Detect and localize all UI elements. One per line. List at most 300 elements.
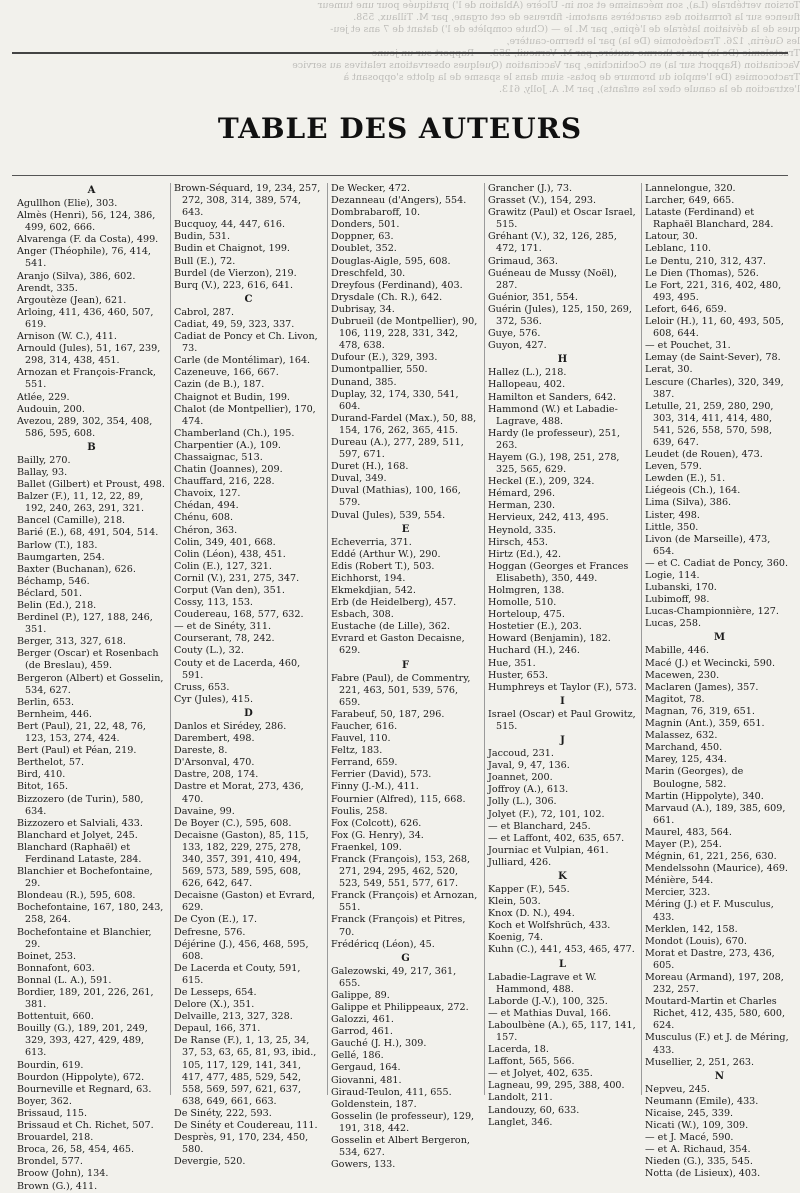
author-entry: Musculus (F.) et J. de Méring, 433. — [645, 1032, 789, 1056]
author-entry: Guénior, 351, 554. — [488, 291, 578, 303]
author-entry: Dareste, 8. — [174, 745, 228, 757]
author-entry: Lubimoff, 98. — [645, 594, 710, 606]
author-entry: Guyon, 427. — [488, 340, 547, 352]
author-entry: Gauché (J. H.), 309. — [331, 1038, 427, 1050]
author-entry: Budin et Chaignot, 199. — [174, 243, 290, 255]
author-entry: Bailly, 270. — [17, 454, 71, 466]
author-entry: Farabeuf, 50, 187, 296. — [331, 708, 445, 720]
section-letter: I — [560, 695, 565, 707]
author-entry: Foulis, 258. — [331, 805, 388, 817]
author-entry: Dumontpallier, 550. — [331, 364, 428, 376]
author-entry: De Lacerda et Couty, 591, 615. — [174, 962, 301, 986]
author-entry: Grawitz (Paul) et Oscar Israel, 515. — [488, 207, 636, 231]
author-entry: Gréhant (V.), 32, 126, 285, 472, 171. — [488, 231, 617, 255]
author-entry: — et J. Macé, 590. — [645, 1132, 734, 1144]
author-entry: Cadiat de Poncy et Ch. Livon, 73. — [174, 331, 318, 355]
author-entry: Duplay, 32, 174, 330, 541, 604. — [331, 388, 459, 412]
author-entry: Jolyet (F.), 72, 101, 102. — [488, 808, 605, 820]
author-entry: Notta (de Lisieux), 403. — [645, 1168, 761, 1180]
section-letter: A — [87, 185, 96, 196]
author-entry: Durand-Fardel (Max.), 50, 88, 154, 176, 262, 365, 415. — [331, 412, 477, 436]
author-entry: Charpentier (A.), 109. — [174, 439, 281, 451]
author-entry: De Boyer (C.), 595, 608. — [174, 817, 292, 829]
author-entry: Cazeneuve, 166, 667. — [174, 367, 279, 379]
author-entry: Lewden (E.), 51. — [645, 473, 726, 485]
section-letter: F — [401, 659, 410, 671]
author-entry: Leloir (H.), 11, 60, 493, 505, 608, 644. — [645, 316, 784, 340]
author-entry: Mégnin, 61, 221, 256, 630. — [645, 851, 777, 863]
author-entry: Barlow (T.), 183. — [17, 539, 98, 551]
author-entry: Fournier (Alfred), 115, 668. — [331, 793, 466, 805]
author-entry: Cossy, 113, 153. — [174, 597, 253, 609]
author-entry: Jolly (L.), 306. — [488, 796, 557, 808]
author-entry: De Cyon (E.), 17. — [174, 914, 258, 926]
author-entry: — et Laffont, 402, 635, 657. — [488, 832, 625, 844]
author-entry: Méring (J.) et F. Musculus, 433. — [645, 899, 774, 923]
author-entry: — et Blanchard, 245. — [488, 820, 591, 832]
author-entry: Lima (Silva), 386. — [645, 497, 732, 509]
index-column — [484, 183, 637, 1128]
author-entry: Almès (Henri), 56, 124, 386, 499, 602, 666. — [17, 210, 156, 234]
author-entry: Belin (Ed.), 218. — [17, 600, 97, 611]
author-entry: Galozzi, 461. — [331, 1014, 394, 1026]
author-entry: Berdinel (P.), 127, 188, 246, 351. — [17, 612, 153, 636]
author-entry: Grimaud, 363. — [488, 255, 558, 267]
author-entry: Leudet (de Rouen), 473. — [645, 449, 763, 461]
author-entry: Edis (Robert T.), 503. — [331, 560, 435, 572]
author-entry: Garrod, 461. — [331, 1026, 393, 1038]
author-entry: Chalot (de Montpellier), 170, 474. — [174, 403, 316, 427]
author-entry: Ferrand, 659. — [331, 757, 398, 769]
author-entry: Mercier, 323. — [645, 887, 711, 899]
author-entry: Cornil (V.), 231, 275, 347. — [174, 572, 300, 584]
author-entry: Fraenkel, 109. — [331, 841, 402, 853]
section-letter: N — [714, 1070, 725, 1082]
author-entry: Boyer, 362. — [17, 1095, 72, 1107]
author-entry: Bottentuit, 660. — [17, 1011, 94, 1023]
author-entry: Duval (Jules), 539, 554. — [331, 509, 446, 521]
author-entry: Ekmekdjian, 542. — [331, 585, 416, 596]
author-entry: Ménière, 544. — [645, 875, 714, 887]
author-entry: Baumgarten, 254. — [17, 551, 105, 563]
author-entry: Desprès, 91, 170, 234, 450, 580. — [174, 1132, 309, 1156]
author-entry: Chatin (Joannes), 209. — [174, 464, 283, 476]
author-entry: Musellier, 2, 251, 263. — [645, 1056, 755, 1068]
author-entry: Arendt, 335. — [17, 282, 78, 294]
bleed-through-line: Vaccination (Rapport sur la) en Cochinchine, par Vaccination (Quelques observations relatives au service — [292, 60, 800, 71]
author-entry: Dastre et Morat, 273, 436, 470. — [174, 781, 304, 805]
author-entry: Budin, 531. — [174, 231, 231, 243]
author-entry: Avezou, 289, 302, 354, 408, 586, 595, 608. — [17, 415, 153, 439]
author-entry: Lemay (de Saint-Sever), 78. — [645, 352, 781, 364]
author-entry: Giraud-Teulon, 411, 655. — [331, 1086, 452, 1098]
author-entry: Audouin, 200. — [17, 403, 85, 415]
author-entry: Arloing, 411, 436, 460, 507, 619. — [17, 306, 154, 330]
author-entry: Journiac et Vulpian, 461. — [488, 844, 609, 856]
author-entry: Cyr (Jules), 415. — [174, 693, 254, 705]
author-entry: Brouardel, 218. — [17, 1132, 94, 1144]
author-entry: Cadiat, 49, 59, 323, 337. — [174, 318, 295, 330]
section-letter: D — [244, 707, 253, 719]
author-entry: — et A. Richaud, 354. — [645, 1144, 751, 1156]
author-entry: Doppner, 63. — [331, 231, 394, 243]
author-entry: Morat et Dastre, 273, 436, 605. — [645, 947, 775, 971]
author-entry: Colin (Léon), 438, 451. — [174, 548, 286, 560]
author-entry: Franck (François), 153, 268, 271, 294, 295, 462, 520, 523, 549, 551, 577, 617. — [331, 853, 471, 890]
author-entry: Lannelongue, 320. — [645, 183, 736, 194]
author-entry: Couty et de Lacerda, 460, 591. — [174, 657, 301, 681]
author-entry: Merklen, 142, 158. — [645, 923, 738, 935]
author-entry: Marin (Georges), de Boulogne, 582. — [645, 766, 744, 790]
author-entry: De Lesseps, 654. — [174, 987, 257, 998]
author-entry: Lagneau, 99, 295, 388, 400. — [488, 1080, 625, 1092]
author-entry: Ferrier (David), 573. — [331, 769, 432, 781]
author-entry: Nieden (G.), 335, 545. — [645, 1156, 753, 1168]
author-entry: Landouzy, 60, 633. — [488, 1104, 580, 1116]
author-entry: Marchand, 450. — [645, 742, 723, 754]
author-entry: Larcher, 649, 665. — [645, 195, 735, 207]
author-entry: Corput (Van den), 351. — [174, 585, 285, 596]
author-entry: Echeverria, 371. — [331, 536, 412, 548]
author-entry: Mabille, 446. — [645, 645, 710, 657]
author-entry: Bochefontaine et Blanchier, 29. — [17, 926, 152, 950]
author-entry: Little, 350. — [645, 521, 699, 533]
author-entry: Lubanski, 170. — [645, 582, 717, 594]
author-entry: Alvarenga (F. da Costa), 499. — [17, 234, 159, 246]
author-entry: Moutard-Martin et Charles Richet, 412, 435, 580, 600, 624. — [645, 996, 786, 1032]
author-entry: Donders, 501. — [331, 219, 400, 231]
author-entry: Bourneville et Regnard, 63. — [17, 1083, 152, 1095]
author-entry: Gowers, 133. — [331, 1159, 396, 1171]
author-entry: Guye, 576. — [488, 328, 541, 340]
author-entry: Koenig, 74. — [488, 932, 544, 944]
author-entry: Carle (de Montélimar), 164. — [174, 355, 311, 367]
author-entry: Erb (de Heidelberg), 457. — [331, 597, 457, 609]
author-entry: Bourdin, 619. — [17, 1059, 84, 1071]
author-entry: Klein, 503. — [488, 896, 541, 908]
author-entry: Blanchier et Bochefontaine, 29. — [17, 866, 153, 890]
author-entry: Cruss, 653. — [174, 681, 230, 693]
author-entry: Feltz, 183. — [331, 745, 383, 757]
page-title: TABLE DES AUTEURS — [217, 112, 583, 145]
author-entry: Drysdale (Ch. R.), 642. — [331, 291, 443, 303]
author-entry: Knox (D. N.), 494. — [488, 908, 575, 920]
author-entry: Bochefontaine, 167, 180, 243, 258, 264. — [17, 902, 164, 926]
author-entry: Mayer (P.), 254. — [645, 838, 722, 850]
author-entry: Labadie-Lagrave et W. Hammond, 488. — [488, 971, 597, 995]
author-entry: Fabre (Paul), de Commentry, 221, 463, 501, 539, 576, 659. — [331, 672, 471, 708]
author-entry: Lescure (Charles), 320, 349, 387. — [645, 376, 784, 400]
author-entry: Dombrabaroff, 10. — [331, 207, 421, 219]
author-entry: Moreau (Armand), 197, 208, 232, 257. — [645, 972, 784, 996]
author-entry: Déjérine (J.), 456, 468, 595, 608. — [174, 938, 309, 962]
author-entry: Darembert, 498. — [174, 733, 255, 745]
author-entry: Arnison (W. C.), 411. — [17, 331, 117, 343]
author-entry: Blondeau (R.), 595, 608. — [17, 890, 136, 902]
author-entry: Duval (Mathias), 100, 166, 579. — [331, 485, 461, 509]
section-letter: J — [560, 735, 565, 747]
author-entry: Hardy (le professeur), 251, 263. — [488, 427, 621, 451]
author-entry: Ballet (Gilbert) et Proust, 498. — [17, 479, 165, 491]
index-column — [641, 183, 794, 1180]
author-entry: Huster, 653. — [488, 669, 548, 681]
author-index-columns — [14, 183, 794, 1192]
author-entry: Gosselin (le professeur), 129, 191, 318, 442. — [331, 1110, 475, 1134]
author-entry: Dureau (A.), 277, 289, 511, 597, 671. — [331, 436, 464, 461]
author-entry: Arnozan et François-Franck, 551. — [17, 367, 156, 391]
author-entry: Hémard, 296. — [488, 488, 556, 500]
section-letter: C — [244, 293, 253, 305]
section-letter: M — [713, 632, 726, 644]
author-entry: Laborde (J.-V.), 100, 325. — [488, 995, 608, 1007]
author-entry: Magnan, 76, 319, 651. — [645, 705, 755, 717]
author-entry: Javal, 9, 47, 136. — [488, 760, 570, 772]
author-entry: Dreyfous (Ferdinand), 403. — [331, 279, 463, 291]
author-entry: Berger (Oscar) et Rosenbach (de Breslau), 459. — [17, 648, 159, 672]
author-entry: Hoggan (Georges et Frances Elisabeth), 350, 449. — [488, 560, 629, 584]
author-entry: Kuhn (C.), 441, 453, 465, 477. — [488, 944, 635, 956]
author-entry: Grancher (J.), 73. — [488, 183, 573, 194]
author-entry: Brown-Séquard, 19, 234, 257, 272, 308, 314, 389, 574, 643. — [174, 183, 321, 219]
author-entry: — et Pouchet, 31. — [645, 340, 731, 352]
author-entry: Lucas-Championnière, 127. — [645, 606, 779, 618]
author-entry: Hirtz (Ed.), 42. — [488, 548, 562, 560]
author-entry: — et Jolyet, 402, 635. — [488, 1068, 593, 1080]
author-entry: Langlet, 346. — [488, 1116, 553, 1128]
author-entry: Marvaud (A.), 189, 385, 609, 661. — [645, 802, 786, 826]
author-entry: De Ranse (F.), 1, 13, 25, 34, 37, 53, 63, 65, 81, 93, ibid., 105, 117, 129, 141, 341, 417, 477, 485, 529, 542, 558, 569, 597, 621, 637, 638, 649, 661, 663. — [174, 1035, 317, 1107]
author-entry: Fox (G. Henry), 34. — [331, 829, 424, 841]
author-entry: Balzer (F.), 11, 12, 22, 89, 192, 240, 263, 291, 321. — [17, 491, 145, 515]
author-entry: Maurel, 483, 564. — [645, 826, 732, 838]
author-entry: Mendelssohn (Maurice), 469. — [645, 863, 788, 875]
author-entry: Maclaren (James), 357. — [645, 681, 759, 693]
author-entry: Béchamp, 546. — [17, 575, 90, 587]
author-entry: Cabrol, 287. — [174, 306, 235, 318]
author-entry: Bull (E.), 72. — [174, 255, 236, 267]
author-entry: Blanchard (Raphaël) et Ferdinand Lataste, 284. — [17, 841, 142, 865]
author-entry: Aranjo (Silva), 386, 602. — [17, 270, 136, 282]
bleed-through-line: Torsion vertébrale (La), son mécanisme et son in- Ulcère (Ablation de l') pratiquée pour une tumeur — [317, 0, 800, 11]
author-entry: Humphreys et Taylor (F.), 573. — [488, 681, 637, 693]
author-entry: Davaine, 99. — [174, 805, 235, 817]
author-entry: Logie, 114. — [645, 570, 700, 581]
section-letter: L — [558, 958, 567, 970]
author-entry: Joannet, 200. — [488, 772, 553, 784]
author-entry: Esbach, 308. — [331, 609, 394, 621]
header-rule — [12, 52, 788, 54]
author-entry: Magitot, 78. — [645, 693, 705, 705]
author-entry: Heynold, 335. — [488, 524, 557, 536]
author-entry: Galezowski, 49, 217, 361, 655. — [331, 965, 457, 989]
author-entry: Guérin (Jules), 125, 150, 269, 372, 536. — [488, 303, 632, 328]
author-entry: Holmgren, 138. — [488, 585, 565, 596]
author-entry: Chamberland (Ch.), 195. — [174, 427, 295, 439]
author-entry: Nepveu, 245. — [645, 1083, 710, 1095]
author-entry: Depaul, 166, 371. — [174, 1023, 261, 1035]
author-entry: Livon (de Marseille), 473, 654. — [645, 533, 771, 557]
author-entry: Bucquoy, 44, 447, 616. — [174, 219, 286, 231]
author-entry: Brissaud et Ch. Richet, 507. — [17, 1120, 154, 1132]
author-entry: Eddé (Arthur W.), 290. — [331, 548, 441, 560]
author-entry: Atlée, 229. — [17, 391, 70, 403]
author-entry: Evrard et Gaston Decaisne, 629. — [331, 633, 465, 657]
author-entry: Dreschfeld, 30. — [331, 267, 406, 279]
author-entry: Le Dentu, 210, 312, 437. — [645, 255, 766, 267]
author-entry: Colin, 349, 401, 668. — [174, 536, 276, 548]
author-entry: Kapper (F.), 545. — [488, 883, 570, 895]
author-entry: Faucher, 616. — [331, 720, 398, 732]
author-entry: Bird, 410. — [17, 769, 66, 781]
author-entry: Bizzozero (de Turin), 580, 634. — [17, 793, 144, 817]
author-entry: Le Dien (Thomas), 526. — [645, 267, 759, 279]
author-entry: Dufour (E.), 329, 393. — [331, 352, 438, 364]
author-entry: Dunand, 385. — [331, 376, 397, 388]
author-entry: Le Fort, 221, 316, 402, 480, 493, 495. — [645, 279, 782, 303]
author-entry: Franck (François) et Arnozan, 551. — [331, 890, 478, 914]
author-entry: Lacerda, 18. — [488, 1044, 549, 1056]
author-entry: Bert (Paul) et Péan, 219. — [17, 745, 137, 757]
author-entry: Jaccoud, 231. — [488, 748, 554, 760]
author-entry: Huchard (H.), 246. — [488, 645, 580, 657]
author-entry: Neumann (Emile), 433. — [645, 1095, 759, 1107]
author-entry: Broca, 26, 58, 454, 465. — [17, 1144, 134, 1156]
author-entry: Coudereau, 168, 577, 632. — [174, 609, 304, 621]
author-entry: Duval, 349. — [331, 473, 387, 485]
author-entry: Cazin (de B.), 187. — [174, 379, 265, 391]
section-letter: E — [401, 523, 410, 535]
author-entry: Brissaud, 115. — [17, 1107, 88, 1119]
author-entry: Leblanc, 110. — [645, 243, 711, 255]
author-entry: Chassaignac, 513. — [174, 451, 263, 463]
author-entry: Chaignot et Budin, 199. — [174, 391, 290, 403]
author-entry: Dubrueil (de Montpellier), 90, 106, 119, 228, 331, 342, 478, 638. — [331, 316, 478, 352]
author-entry: Eustache (de Lille), 362. — [331, 621, 451, 633]
author-entry: Douglas-Aigle, 595, 608. — [331, 255, 451, 267]
author-entry: Macé (J.) et Wecincki, 590. — [645, 657, 776, 669]
author-entry: Chénu, 608. — [174, 512, 234, 524]
author-entry: Letulle, 21, 259, 280, 290, 303, 314, 411, 414, 480, 541, 526, 558, 570, 598, 639, 647. — [645, 400, 774, 448]
author-entry: Fox (Colcott), 626. — [331, 817, 422, 829]
author-entry: Koch et Wolfshrüch, 433. — [488, 920, 611, 932]
author-entry: Bitot, 165. — [17, 781, 69, 793]
author-entry: Hostetier (E.), 203. — [488, 621, 582, 633]
author-entry: Courserant, 78, 242. — [174, 633, 275, 645]
author-entry: Gergaud, 164. — [331, 1062, 401, 1074]
bleed-through-line: les Guérin, 126. Trachéotomie (De la) par le thermo-cautère, — [506, 36, 800, 47]
section-letter: K — [558, 870, 567, 882]
section-letter: H — [557, 354, 568, 366]
author-entry: Lucas, 258. — [645, 618, 702, 630]
author-entry: Bourdon (Hippolyte), 672. — [17, 1071, 145, 1083]
author-entry: Bordier, 189, 201, 226, 261, 381. — [17, 987, 154, 1011]
author-entry: Chavoix, 127. — [174, 488, 241, 500]
author-entry: Galippe et Philippeaux, 272. — [331, 1002, 469, 1013]
author-entry: Berger, 313, 327, 618. — [17, 636, 126, 648]
author-entry: Joffroy (A.), 613. — [488, 784, 569, 796]
author-entry: Laboulbène (A.), 65, 117, 141, 157. — [488, 1019, 636, 1043]
author-entry: Israel (Oscar) et Paul Growitz, 515. — [488, 708, 636, 732]
author-entry: Agullhon (Elie), 303. — [17, 198, 118, 209]
author-entry: De Sinéty et Coudereau, 111. — [174, 1120, 318, 1132]
author-entry: Hallopeau, 402. — [488, 379, 566, 391]
index-column — [327, 183, 480, 1171]
author-entry: Burdel (de Vierzon), 219. — [174, 267, 297, 279]
author-entry: — et Mathias Duval, 166. — [488, 1007, 612, 1019]
author-entry: Doublet, 352. — [331, 243, 397, 255]
author-entry: Colin (E.), 127, 321. — [174, 560, 272, 572]
author-entry: Marey, 125, 434. — [645, 754, 727, 766]
author-entry: — et C. Cadiat de Poncy, 360. — [645, 557, 789, 569]
author-entry: Goldenstein, 187. — [331, 1098, 417, 1110]
author-entry: Devergie, 520. — [174, 1156, 246, 1168]
author-entry: Duret (H.), 168. — [331, 461, 409, 473]
author-entry: Eichhorst, 194. — [331, 572, 406, 584]
author-entry: Gosselin et Albert Bergeron, 534, 627. — [331, 1135, 470, 1159]
author-entry: Bernheim, 446. — [17, 708, 92, 720]
author-entry: Delore (X.), 351. — [174, 999, 255, 1011]
author-entry: Chéron, 363. — [174, 524, 238, 536]
author-entry: Nicati (W.), 109, 309. — [645, 1120, 749, 1132]
author-entry: Fauvel, 110. — [331, 733, 391, 745]
author-entry: Bert (Paul), 21, 22, 48, 76, 123, 153, 274, 424. — [17, 720, 146, 745]
author-entry: Béclard, 501. — [17, 587, 83, 599]
author-entry: Blanchard et Jolyet, 245. — [17, 829, 138, 841]
author-entry: Argoutèze (Jean), 621. — [17, 294, 127, 306]
author-entry: Herman, 230. — [488, 500, 556, 512]
author-entry: Bouilly (G.), 189, 201, 249, 329, 393, 427, 429, 489, 613. — [17, 1023, 148, 1059]
author-entry: D'Arsonval, 470. — [174, 757, 255, 769]
author-entry: Defresne, 576. — [174, 926, 246, 938]
author-entry: — et de Sinéty, 311. — [174, 621, 272, 633]
author-entry: Howard (Benjamin), 182. — [488, 633, 611, 645]
author-entry: Dastre, 208, 174. — [174, 769, 259, 781]
author-entry: Homolle, 510. — [488, 597, 557, 609]
author-entry: Chauffard, 216, 228. — [174, 476, 275, 488]
author-entry: Baxter (Buchanan), 626. — [17, 563, 136, 575]
author-entry: Hue, 351. — [488, 657, 536, 669]
author-entry: Horteloup, 475. — [488, 609, 565, 621]
author-entry: Lister, 498. — [645, 509, 700, 521]
author-entry: Bonnafont, 603. — [17, 962, 95, 974]
author-entry: Decaisne (Gaston), 85, 115, 133, 182, 229, 275, 278, 340, 357, 391, 410, 494, 569, 573, 589, 595, 608, 626, 642, 647. — [174, 829, 309, 890]
author-entry: Liégeois (Ch.), 164. — [645, 485, 741, 497]
author-entry: Laffont, 565, 566. — [488, 1056, 575, 1068]
author-entry: Dubrisay, 34. — [331, 303, 395, 315]
author-entry: Mondot (Louis), 670. — [645, 935, 747, 947]
author-entry: Malassez, 632. — [645, 730, 718, 742]
author-entry: Grasset (V.), 154, 293. — [488, 195, 597, 207]
author-entry: Broow (John), 134. — [17, 1168, 109, 1180]
author-entry: Nicaise, 245, 339. — [645, 1107, 734, 1119]
author-entry: Finny (J.-M.), 411. — [331, 781, 419, 793]
author-entry: Franck (François) et Pitres, 70. — [331, 914, 466, 938]
section-letter: G — [401, 952, 410, 964]
author-entry: Hervieux, 242, 413, 495. — [488, 512, 609, 524]
author-entry: Hammond (W.) et Labadie-Lagrave, 488. — [488, 403, 618, 427]
author-entry: Bancel (Camille), 218. — [17, 515, 126, 527]
author-entry: Julliard, 426. — [488, 856, 552, 868]
author-entry: Lefort, 646, 659. — [645, 303, 727, 315]
author-entry: Decaisne (Gaston) et Evrard, 629. — [174, 890, 316, 914]
author-entry: Frédéricq (Léon), 45. — [331, 938, 435, 950]
author-entry: Berlin, 653. — [17, 696, 75, 708]
author-entry: Guéneau de Mussy (Noël), 287. — [488, 267, 617, 291]
author-entry: Hallez (L.), 218. — [488, 367, 567, 379]
author-entry: Anger (Théophile), 76, 414, 541. — [17, 246, 151, 270]
author-entry: Bonnal (L. A.), 591. — [17, 974, 112, 986]
author-entry: Brown (G.), 411. — [17, 1180, 98, 1192]
